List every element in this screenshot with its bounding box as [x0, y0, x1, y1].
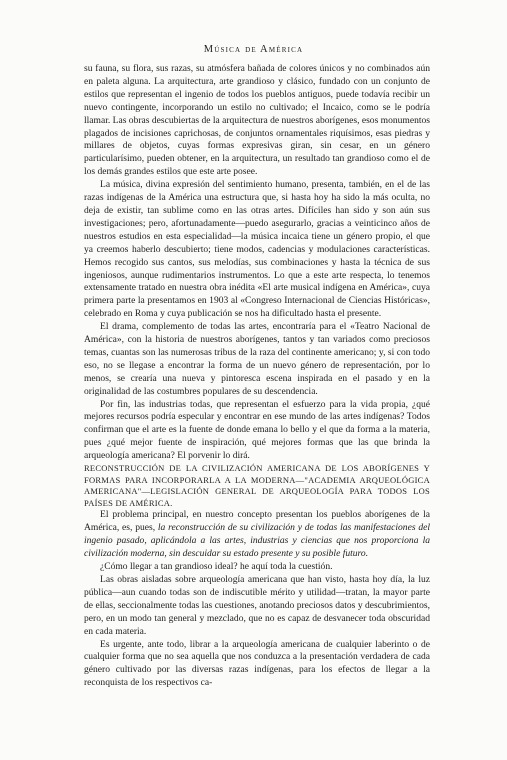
paragraph-problema — [84, 509, 430, 561]
paragraph-musica: La música, divina expresión del sentimiento humano, presenta, también, en el de las razas indígenas de la América una estructura que, si hasta hoy ha sido la más oculta, no deja de existir, tan sublime como en las otras artes. Difíciles han sido y son aún sus investigaciones; pero, afortunadamente—puedo asegurarlo, gracias a veinticinco años de nuestros estudios en esta especialidad—la música incaica tiene un género propio, el que ya creemos haberlo descubierto; tiene modos, cadencias y modulaciones características. Hemos recogido sus cantos, sus melodías, sus combinaciones y hasta la técnica de sus ingeniosos, aunque rudimentarios instrumentos. Lo que a este arte respecta, lo tenemos extensamente tratado en nuestra obra inédita «El arte musical indígena en América», cuya primera parte la presentamos en 1903 al «Congreso Internacional de Ciencias Históricas», celebrado en Roma y cuya publicación se nos ha dificultado hasta el presente. — [84, 179, 430, 320]
paragraph-drama: El drama, complemento de todas las artes, encontraría para el «Teatro Nacional de América», con la historia de nuestros aborígenes, tantos y tan variados como preciosos temas, cuantas son las numerosas tribus de la raza del continente americano; y, si con todo eso, no se llegase a encontrar la forma de un nuevo género de representación, por lo menos, se crearía una nueva y pintoresca escena inspirada en el pasado y en la originalidad de las costumbres populares de su descendencia. — [84, 321, 430, 397]
paragraph-urgente: Es urgente, ante todo, librar a la arqueología americana de cualquier laberinto o de cualquier forma que no sea aquella que nos conduzca a la presentación verdadera de cada género cultivado por las diversas razas indígenas, para los efectos de llegar a la reconquista de los respectivos ca- — [84, 638, 430, 689]
paragraph-como-llegar: ¿Cómo llegar a tan grandioso ideal? he aquí toda la cuestión. — [100, 561, 333, 573]
paragraph-industrias: Por fin, las industrias todas, que representan el esfuerzo para la vida propia, ¿qué mejores recursos podría especular y encontrar en ese mundo de las artes indígenas? Todos confirman que el arte es la fuente de donde emana lo bello y el que da forma a la materia, pues ¿qué mejor fuente de inspiración, qué mejores formas que las que brinda la arqueología americana? El porvenir lo dirá. — [84, 398, 430, 462]
page-body — [84, 63, 430, 690]
problema-lead: El problema principal, en nuestro concepto presentan los pueblos aborígenes de la América, es, pues, — [84, 509, 430, 534]
paragraph-obras-aisladas: Las obras aisladas sobre arqueología americana que han visto, hasta hoy día, la luz pública—aun cuando todas son de indiscutible mérito y utilidad—tratan, la mayor parte de ellas, seccionalmente todas las cuestiones, anotando preciosos datos y descubrimientos, pero, en un modo tan general y mezclado, que no es capaz de desvanecer toda obscuridad en cada materia. — [84, 574, 430, 637]
running-head: Música de América — [203, 44, 304, 55]
problema-italic: la reconstrucción de su civilización y de todas las manifestaciones del ingenio pasado, aplicándola a las artes, industrias y ciencias que nos proporciona la civilización moderna, sin descuidar su estado presente y su posible futuro. — [84, 522, 430, 560]
section-heading: RECONSTRUCCIÓN DE LA CIVILIZACIÓN AMERICANA DE LOS ABORÍGENES Y FORMAS PARA INCORPORARLA A LA MODERNA—"ACADEMIA ARQUEOLÓGICA AMERICANA"—LEGISLACIÓN GENERAL DE ARQUEOLOGÍA PARA TODOS LOS PAÍSES DE AMÉRICA. — [84, 463, 430, 508]
paragraph-continued: su fauna, su flora, sus razas, su atmósfera bañada de colores únicos y no combinados aún en paleta alguna. La arquitectura, arte grandioso y clásico, fundado con un conjunto de estilos que representan el ingenio de todos los pueblos antiguos, puede todavía recibir un nuevo contingente, incorporando un estilo no cultivado; el Incaico, como se le podría llamar. Las obras descubiertas de la arquitectura de nuestros aborígenes, esos monumentos plagados de incisiones caprichosas, de conjuntos ornamentales riquísimos, esas piedras y millares de objetos, cuyas formas expresivas giran, sin cesar, en un género particularísimo, pueden obtener, en la arquitectura, un resultado tan grandioso como el de los demás grandes estilos que este arte posee. — [84, 63, 430, 178]
